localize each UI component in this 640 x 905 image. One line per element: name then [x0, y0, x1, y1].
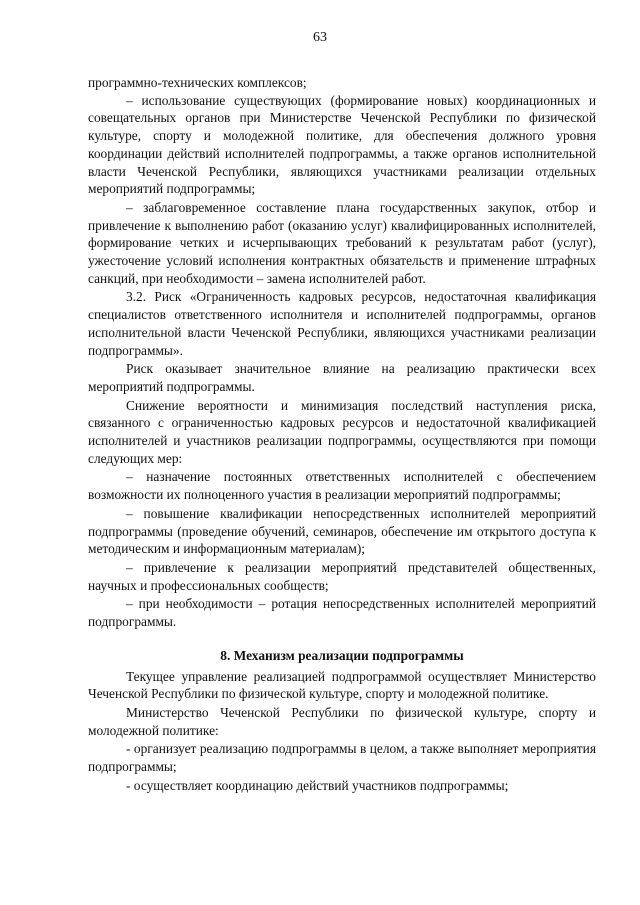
section-heading: 8. Механизм реализации подпрограммы: [220, 647, 464, 663]
paragraph: - организует реализацию подпрограммы в целом, а также выполняет мероприятия подпрограммы;: [88, 741, 596, 775]
paragraph: – привлечение к реализации мероприятий представителей общественных, научных и профессиональных сообществ;: [88, 559, 596, 593]
paragraph: Снижение вероятности и минимизация последствий наступления риска, связанного с ограниченностью кадровых ресурсов и недостаточной квалификацией исполнителей и участников реализации подпрограммы, осуществляются при помощи следующих мер:: [88, 397, 596, 466]
paragraph: – использование существующих (формирование новых) координационных и совещательных органов при Министерстве Чеченской Республики по физической культуре, спорту и молодежной политике, для обеспечения должного уровня координации действий исполнителей подпрограммы, а также органов исполнительной власти Чеченской Республики, являющихся участниками реализации отдельных мероприятий подпрограммы;: [88, 92, 596, 197]
paragraph: – при необходимости – ротация непосредственных исполнителей мероприятий подпрограммы.: [88, 596, 596, 630]
paragraph: 3.2. Риск «Ограниченность кадровых ресурсов, недостаточная квалификация специалистов ответственного исполнителя и исполнителей подпрограммы, органов исполнительной власти Чеченской Республики, являющихся участниками реализации подпрограммы».: [88, 289, 596, 358]
paragraph: программно-технических комплексов;: [88, 75, 307, 90]
paragraph: Текущее управление реализацией подпрограммой осуществляет Министерство Чеченской Республики по физической культуре, спорту и молодежной политике.: [88, 668, 596, 702]
page-number: 63: [313, 30, 327, 45]
paragraph: - осуществляет координацию действий участников подпрограммы;: [126, 777, 509, 793]
document-body: [88, 74, 596, 794]
paragraph: Министерство Чеченской Республики по физической культуре, спорту и молодежной политике:: [88, 704, 596, 738]
paragraph: – заблаговременное составление плана государственных закупок, отбор и привлечение к выполнению работ (оказанию услуг) квалифицированных исполнителей, формирование четких и исчерпывающих требований к результатам работ (услуг), ужесточение условий исполнения контрактных обязательств и применение штрафных санкций, при необходимости – замена исполнителей работ.: [88, 199, 596, 286]
paragraph: Риск оказывает значительное влияние на реализацию практически всех мероприятий подпрограммы.: [88, 361, 596, 394]
paragraph: – повышение квалификации непосредственных исполнителей мероприятий подпрограммы (проведение обучений, семинаров, обеспечение им открытого доступа к методическим и информационным материалам);: [88, 505, 596, 557]
paragraph: – назначение постоянных ответственных исполнителей с обеспечением возможности их полноценного участия в реализации мероприятий подпрограммы;: [88, 469, 596, 503]
